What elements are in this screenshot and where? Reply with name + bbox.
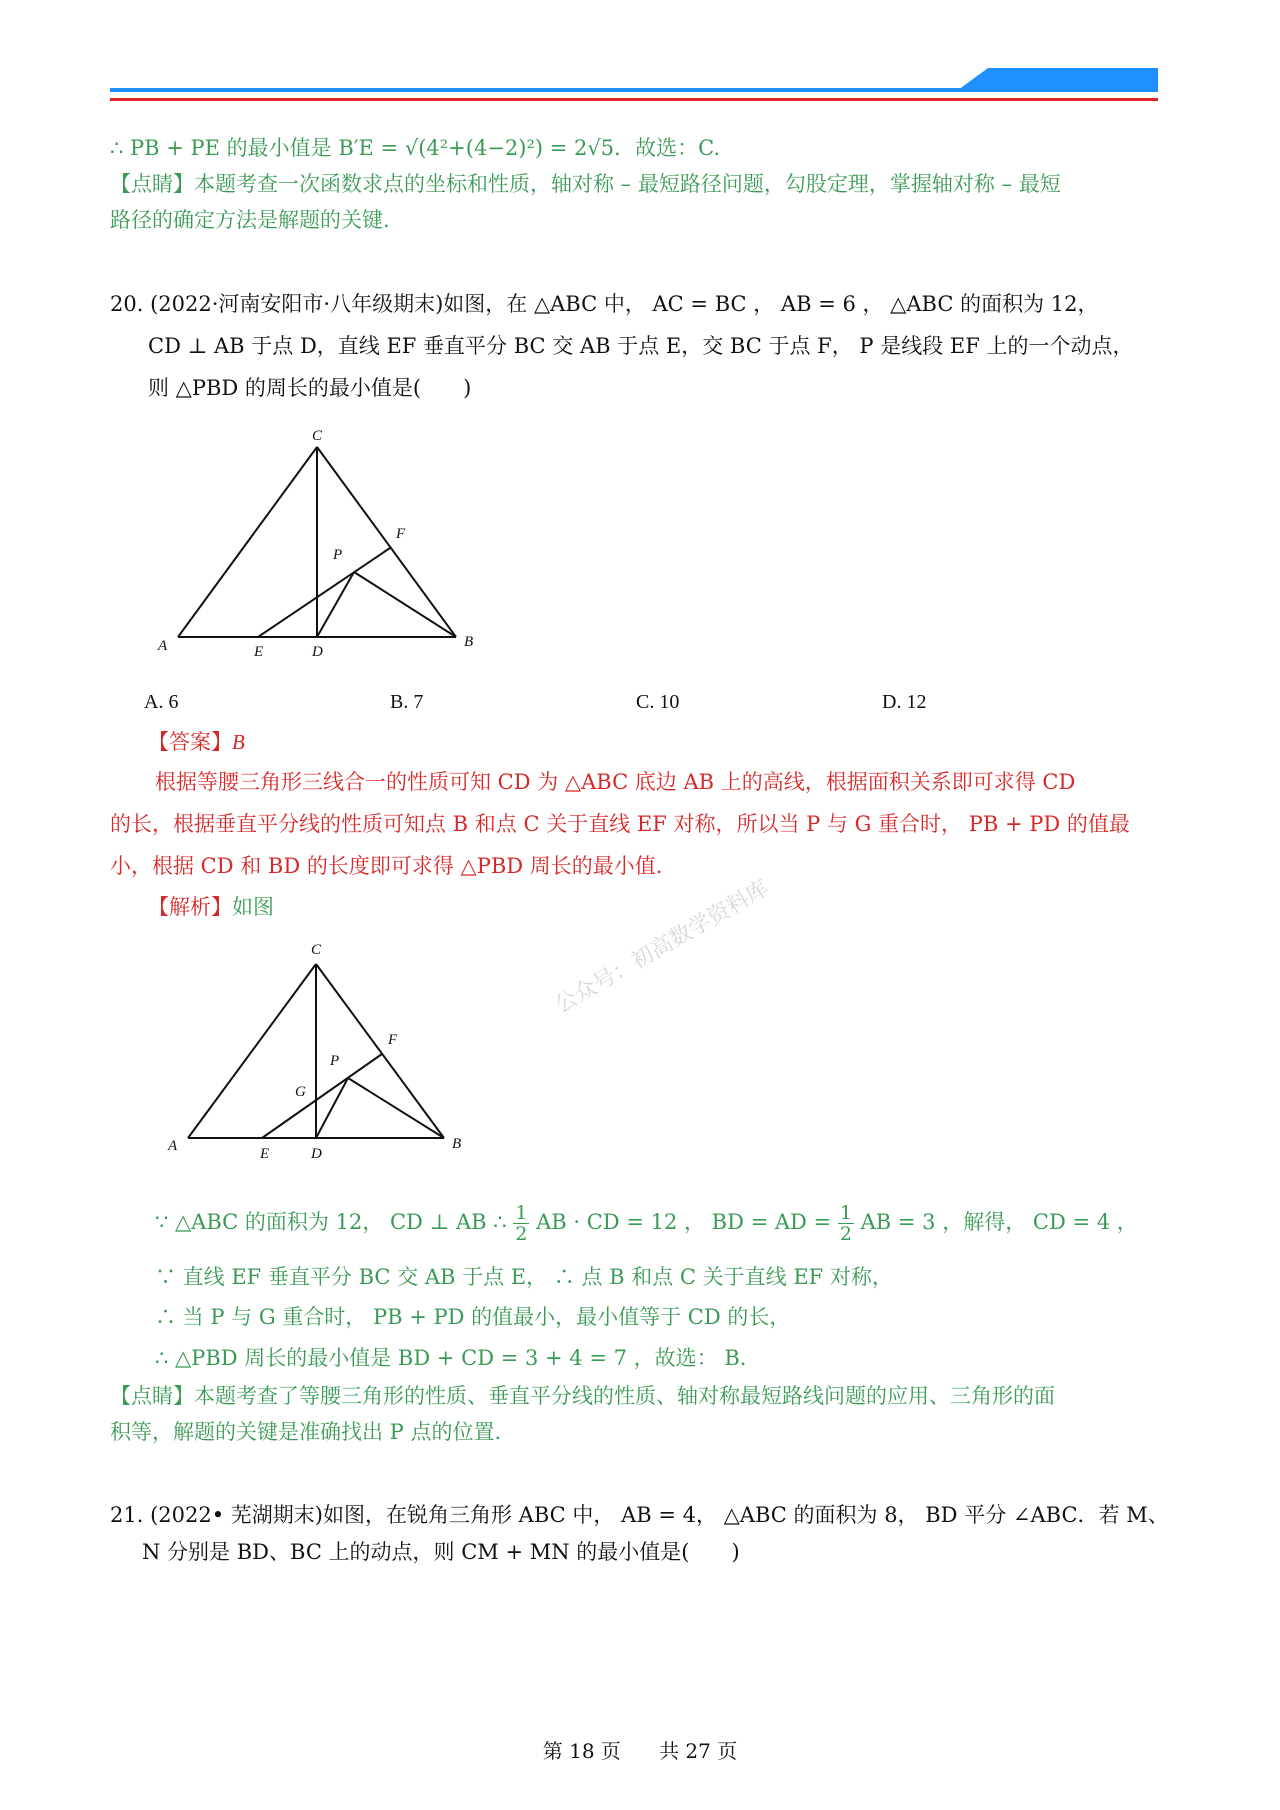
- label-a: A: [158, 638, 168, 654]
- option-b: B. 7: [390, 691, 424, 713]
- prev-dianjing-1: [110, 169, 1061, 199]
- figure-triangle-1: [150, 420, 490, 670]
- header-decoration: [108, 64, 1158, 108]
- label-b: B: [464, 634, 474, 650]
- label-c: C: [312, 428, 323, 444]
- option-d: D. 12: [882, 691, 927, 713]
- jiexi-line: [148, 892, 274, 922]
- solution-4: ∴ △PBD 周长的最小值是 BD + CD = 3 + 4 = 7 ，故选： B.: [155, 1346, 747, 1370]
- dianjing-label: 【点睛】: [110, 172, 194, 196]
- label-p: P: [330, 1053, 340, 1069]
- fraction-half-1: $\frac{1}{2}$: [515, 1202, 528, 1245]
- prev-solution-line: ∴ PB + PE 的最小值是 B′E = √(4²+(4−2)²) = 2√5．故选：C.: [110, 136, 721, 160]
- label-d: D: [312, 644, 323, 660]
- question-source: (2022• 芜湖期末): [150, 1503, 323, 1527]
- question-source: (2022·河南安阳市·八年级期末): [150, 292, 444, 316]
- sol-1-c: AB = 3 ，解得， CD = 4 ，: [860, 1210, 1138, 1234]
- dianjing-text: 本题考查一次函数求点的坐标和性质，轴对称 – 最短路径问题，勾股定理，掌握轴对称 – 最短: [194, 172, 1061, 196]
- label-g: G: [295, 1084, 306, 1100]
- q20-dianjing-2: 积等，解题的关键是准确找出 P 点的位置.: [110, 1420, 502, 1444]
- figure-triangle-2: [160, 932, 480, 1172]
- sol-1-b: AB · CD = 12 ， BD = AD =: [536, 1210, 832, 1234]
- label-f: F: [388, 1032, 398, 1048]
- answer-line: [148, 727, 245, 757]
- option-a: A. 6: [144, 691, 179, 713]
- analysis-1: 根据等腰三角形三线合一的性质可知 CD 为 △ABC 底边 AB 上的高线，根据面积关系即可求得 CD: [155, 770, 1076, 794]
- label-b: B: [452, 1136, 462, 1152]
- fraction-half-2: $\frac{1}{2}$: [839, 1202, 852, 1245]
- label-c: C: [311, 942, 322, 958]
- dianjing-text: 本题考查了等腰三角形的性质、垂直平分线的性质、轴对称最短路线问题的应用、三角形的面: [194, 1384, 1055, 1408]
- q21-stem-1: [110, 1500, 1169, 1530]
- label-d: D: [311, 1146, 322, 1162]
- sol-1-a: ∵ △ABC 的面积为 12， CD ⊥ AB ∴: [155, 1210, 507, 1234]
- q21-stem-2: N 分别是 BD、BC 上的动点，则 CM + MN 的最小值是( ): [142, 1540, 740, 1564]
- solution-2: ∵ 直线 EF 垂直平分 BC 交 AB 于点 E， ∴ 点 B 和点 C 关于直线 EF 对称，: [155, 1265, 893, 1289]
- watermark: 公众号：初高数学资料库: [550, 875, 774, 1019]
- page-total: 共 27 页: [659, 1739, 738, 1763]
- label-f: F: [396, 526, 406, 542]
- label-a: A: [168, 1138, 178, 1154]
- jiexi-label: 【解析】: [148, 895, 232, 919]
- question-number: 20.: [110, 292, 144, 316]
- stem-text: 如图，在锐角三角形 ABC 中， AB = 4， △ABC 的面积为 8， BD 平分 ∠ABC．若 M、: [323, 1503, 1169, 1527]
- label-p: P: [333, 547, 343, 563]
- page-footer: [0, 1735, 1280, 1764]
- q20-dianjing-1: [110, 1381, 1055, 1411]
- stem-text: 如图，在 △ABC 中， AC = BC ， AB = 6 ， △ABC 的面积为 12，: [443, 292, 1099, 316]
- solution-3: ∴ 当 P 与 G 重合时， PB + PD 的值最小，最小值等于 CD 的长，: [155, 1305, 791, 1329]
- option-c: C. 10: [636, 691, 680, 713]
- q20-stem-3: 则 △PBD 的周长的最小值是( ): [148, 376, 472, 400]
- solution-1: [155, 1200, 1138, 1244]
- label-e: E: [254, 644, 264, 660]
- dianjing-label: 【点睛】: [110, 1384, 194, 1408]
- prev-dianjing-2: 路径的确定方法是解题的关键.: [110, 208, 390, 232]
- analysis-2: 的长，根据垂直平分线的性质可知点 B 和点 C 关于直线 EF 对称，所以当 P 与 G 重合时， PB + PD 的值最: [110, 812, 1130, 836]
- answer-label: 【答案】: [148, 730, 232, 754]
- q20-stem-2: CD ⊥ AB 于点 D，直线 EF 垂直平分 BC 交 AB 于点 E，交 BC 于点 F， P 是线段 EF 上的一个动点，: [148, 334, 1134, 358]
- jiexi-text: 如图: [232, 895, 274, 919]
- analysis-3: 小，根据 CD 和 BD 的长度即可求得 △PBD 周长的最小值.: [110, 854, 663, 878]
- page-number: 第 18 页: [542, 1739, 621, 1763]
- label-e: E: [260, 1146, 270, 1162]
- answer-value: B: [232, 730, 245, 754]
- q20-stem-1: [110, 289, 1098, 319]
- question-number: 21.: [110, 1503, 144, 1527]
